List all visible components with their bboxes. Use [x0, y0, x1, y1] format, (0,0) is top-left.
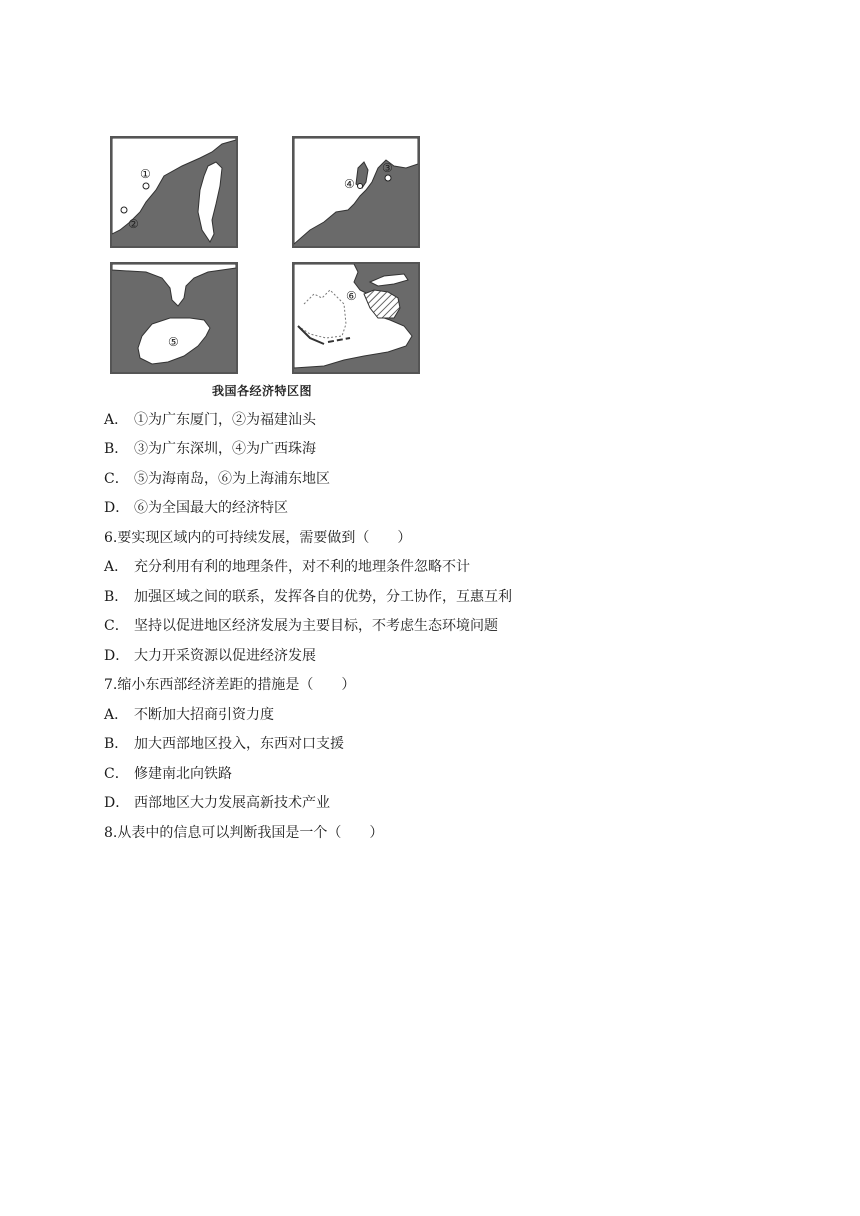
option-letter: C． [104, 471, 129, 487]
option-text: 加大西部地区投入，东西对口支援 [134, 736, 344, 752]
option-letter: D． [104, 500, 130, 516]
q5-option-b[interactable] [104, 440, 316, 458]
map-panel-shanghai-pudong [292, 262, 420, 374]
marker-6: ⑥ [346, 289, 357, 303]
option-letter: A． [104, 412, 129, 428]
option-letter: B． [104, 589, 129, 605]
q7-option-b[interactable] [104, 735, 344, 753]
figure-caption: 我国各经济特区图 [212, 384, 313, 398]
option-text: 西部地区大力发展高新技术产业 [134, 795, 330, 811]
option-text: ①为广东厦门，②为福建汕头 [134, 412, 316, 428]
map-panel-fujian-taiwan [110, 136, 238, 248]
marker-3: ③ [382, 161, 393, 175]
q6-option-a[interactable] [104, 558, 470, 576]
option-letter: D． [104, 795, 130, 811]
option-letter: A． [104, 707, 129, 723]
option-text: ⑤为海南岛，⑥为上海浦东地区 [134, 471, 330, 487]
q7-option-d[interactable] [104, 794, 330, 812]
q5-option-c[interactable] [104, 470, 330, 488]
special-economic-zones-map-figure [108, 134, 424, 400]
option-letter: C． [104, 766, 129, 782]
q7-stem: 7.缩小东西部经济差距的措施是（ ） [104, 677, 356, 693]
option-letter: C． [104, 618, 129, 634]
option-text: 修建南北向铁路 [134, 766, 232, 782]
option-text: 坚持以促进地区经济发展为主要目标，不考虑生态环境问题 [134, 618, 498, 634]
option-text: 不断加大招商引资力度 [134, 707, 274, 723]
option-text: ③为广东深圳，④为广西珠海 [134, 441, 316, 457]
marker-4: ④ [344, 177, 355, 191]
q6-stem: 6.要实现区域内的可持续发展，需要做到（ ） [104, 530, 412, 546]
option-letter: D． [104, 648, 130, 664]
q5-option-d[interactable] [104, 499, 288, 517]
q7-option-a[interactable] [104, 706, 274, 724]
map-panel-pearl-river-delta [292, 136, 420, 248]
map-panel-hainan [110, 262, 238, 374]
q8-stem: 8.从表中的信息可以判断我国是一个（ ） [104, 825, 384, 841]
option-letter: B． [104, 441, 129, 457]
marker-1: ① [140, 167, 151, 181]
marker-5: ⑤ [168, 335, 179, 349]
option-text: ⑥为全国最大的经济特区 [134, 500, 288, 516]
q6-option-d[interactable] [104, 647, 316, 665]
option-letter: A． [104, 559, 129, 575]
q6-option-c[interactable] [104, 617, 498, 635]
q7-option-c[interactable] [104, 765, 232, 783]
q5-option-a[interactable] [104, 411, 316, 429]
marker-2: ② [128, 217, 139, 231]
q6-option-b[interactable] [104, 588, 512, 606]
option-text: 充分利用有利的地理条件，对不利的地理条件忽略不计 [134, 559, 470, 575]
option-letter: B． [104, 736, 129, 752]
option-text: 大力开采资源以促进经济发展 [134, 648, 316, 664]
option-text: 加强区域之间的联系，发挥各自的优势，分工协作，互惠互利 [134, 589, 512, 605]
